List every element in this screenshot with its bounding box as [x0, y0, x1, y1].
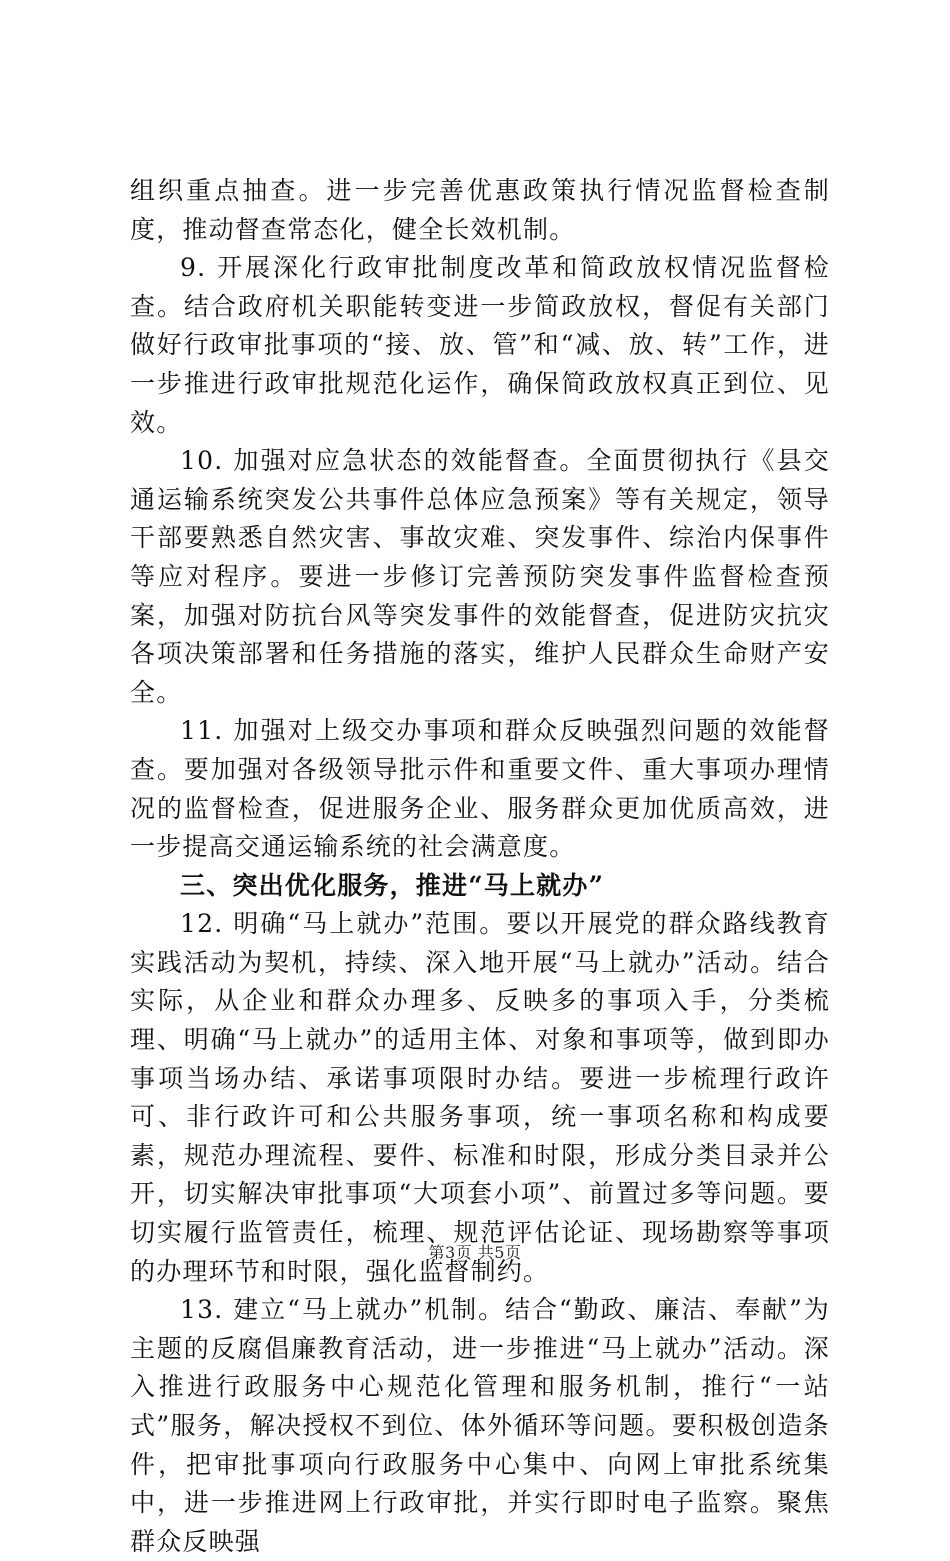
paragraph-continuation: 组织重点抽查。进一步完善优惠政策执行情况监督检查制度，推动督查常态化，健全长效机制。 [130, 176, 830, 244]
page-footer: 第3页 共5页 [428, 1243, 522, 1262]
paragraph-item-12: 12. 明确“马上就办”范围。要以开展党的群众路线教育实践活动为契机，持续、深入地开展“马上就办”活动。结合实际，从企业和群众办理多、反映多的事项入手，分类梳理、明确“马上就办”的适用主体、对象和事项等，做到即办事项当场办结、承诺事项限时办结。要进一步梳理行政许可、非行政许可和公共服务事项，统一事项名称和构成要素，规范办理流程、要件、标准和时限，形成分类目录并公开，切实解决审批事项“大项套小项”、前置过多等问题。要切实履行监管责任，梳理、规范评估论证、现场勘察等事项的办理环节和时限，强化监督制约。 [130, 909, 830, 1286]
paragraph-item-9: 9. 开展深化行政审批制度改革和简政放权情况监督检查。结合政府机关职能转变进一步简政放权，督促有关部门做好行政审批事项的“接、放、管”和“减、放、转”工作，进一步推进行政审批规范化运作，确保简政放权真正到位、见效。 [130, 253, 830, 437]
paragraph-item-10: 10. 加强对应急状态的效能督查。全面贯彻执行《县交通运输系统突发公共事件总体应急预案》等有关规定，领导干部要熟悉自然灾害、事故灾难、突发事件、综治内保事件等应对程序。要进一步修订完善预防突发事件监督检查预案，加强对防抗台风等突发事件的效能督查，促进防灾抗灾各项决策部署和任务措施的落实，维护人民群众生命财产安全。 [130, 446, 830, 707]
paragraph-item-11: 11. 加强对上级交办事项和群众反映强烈问题的效能督查。要加强对各级领导批示件和重要文件、重大事项办理情况的监督检查，促进服务企业、服务群众更加优质高效，进一步提高交通运输系统的社会满意度。 [130, 716, 830, 862]
section-heading: 三、突出优化服务，推进“马上就办” [180, 870, 605, 900]
paragraph-item-13: 13. 建立“马上就办”机制。结合“勤政、廉洁、奉献”为主题的反腐倡廉教育活动，进一步推进“马上就办”活动。深入推进行政服务中心规范化管理和服务机制，推行“一站式”服务，解决授权不到位、体外循环等问题。要积极创造条件，把审批事项向行政服务中心集中、向网上审批系统集中，进一步推进网上行政审批，并实行即时电子监察。聚焦群众反映强 [130, 1295, 830, 1556]
document-body [130, 172, 830, 1561]
